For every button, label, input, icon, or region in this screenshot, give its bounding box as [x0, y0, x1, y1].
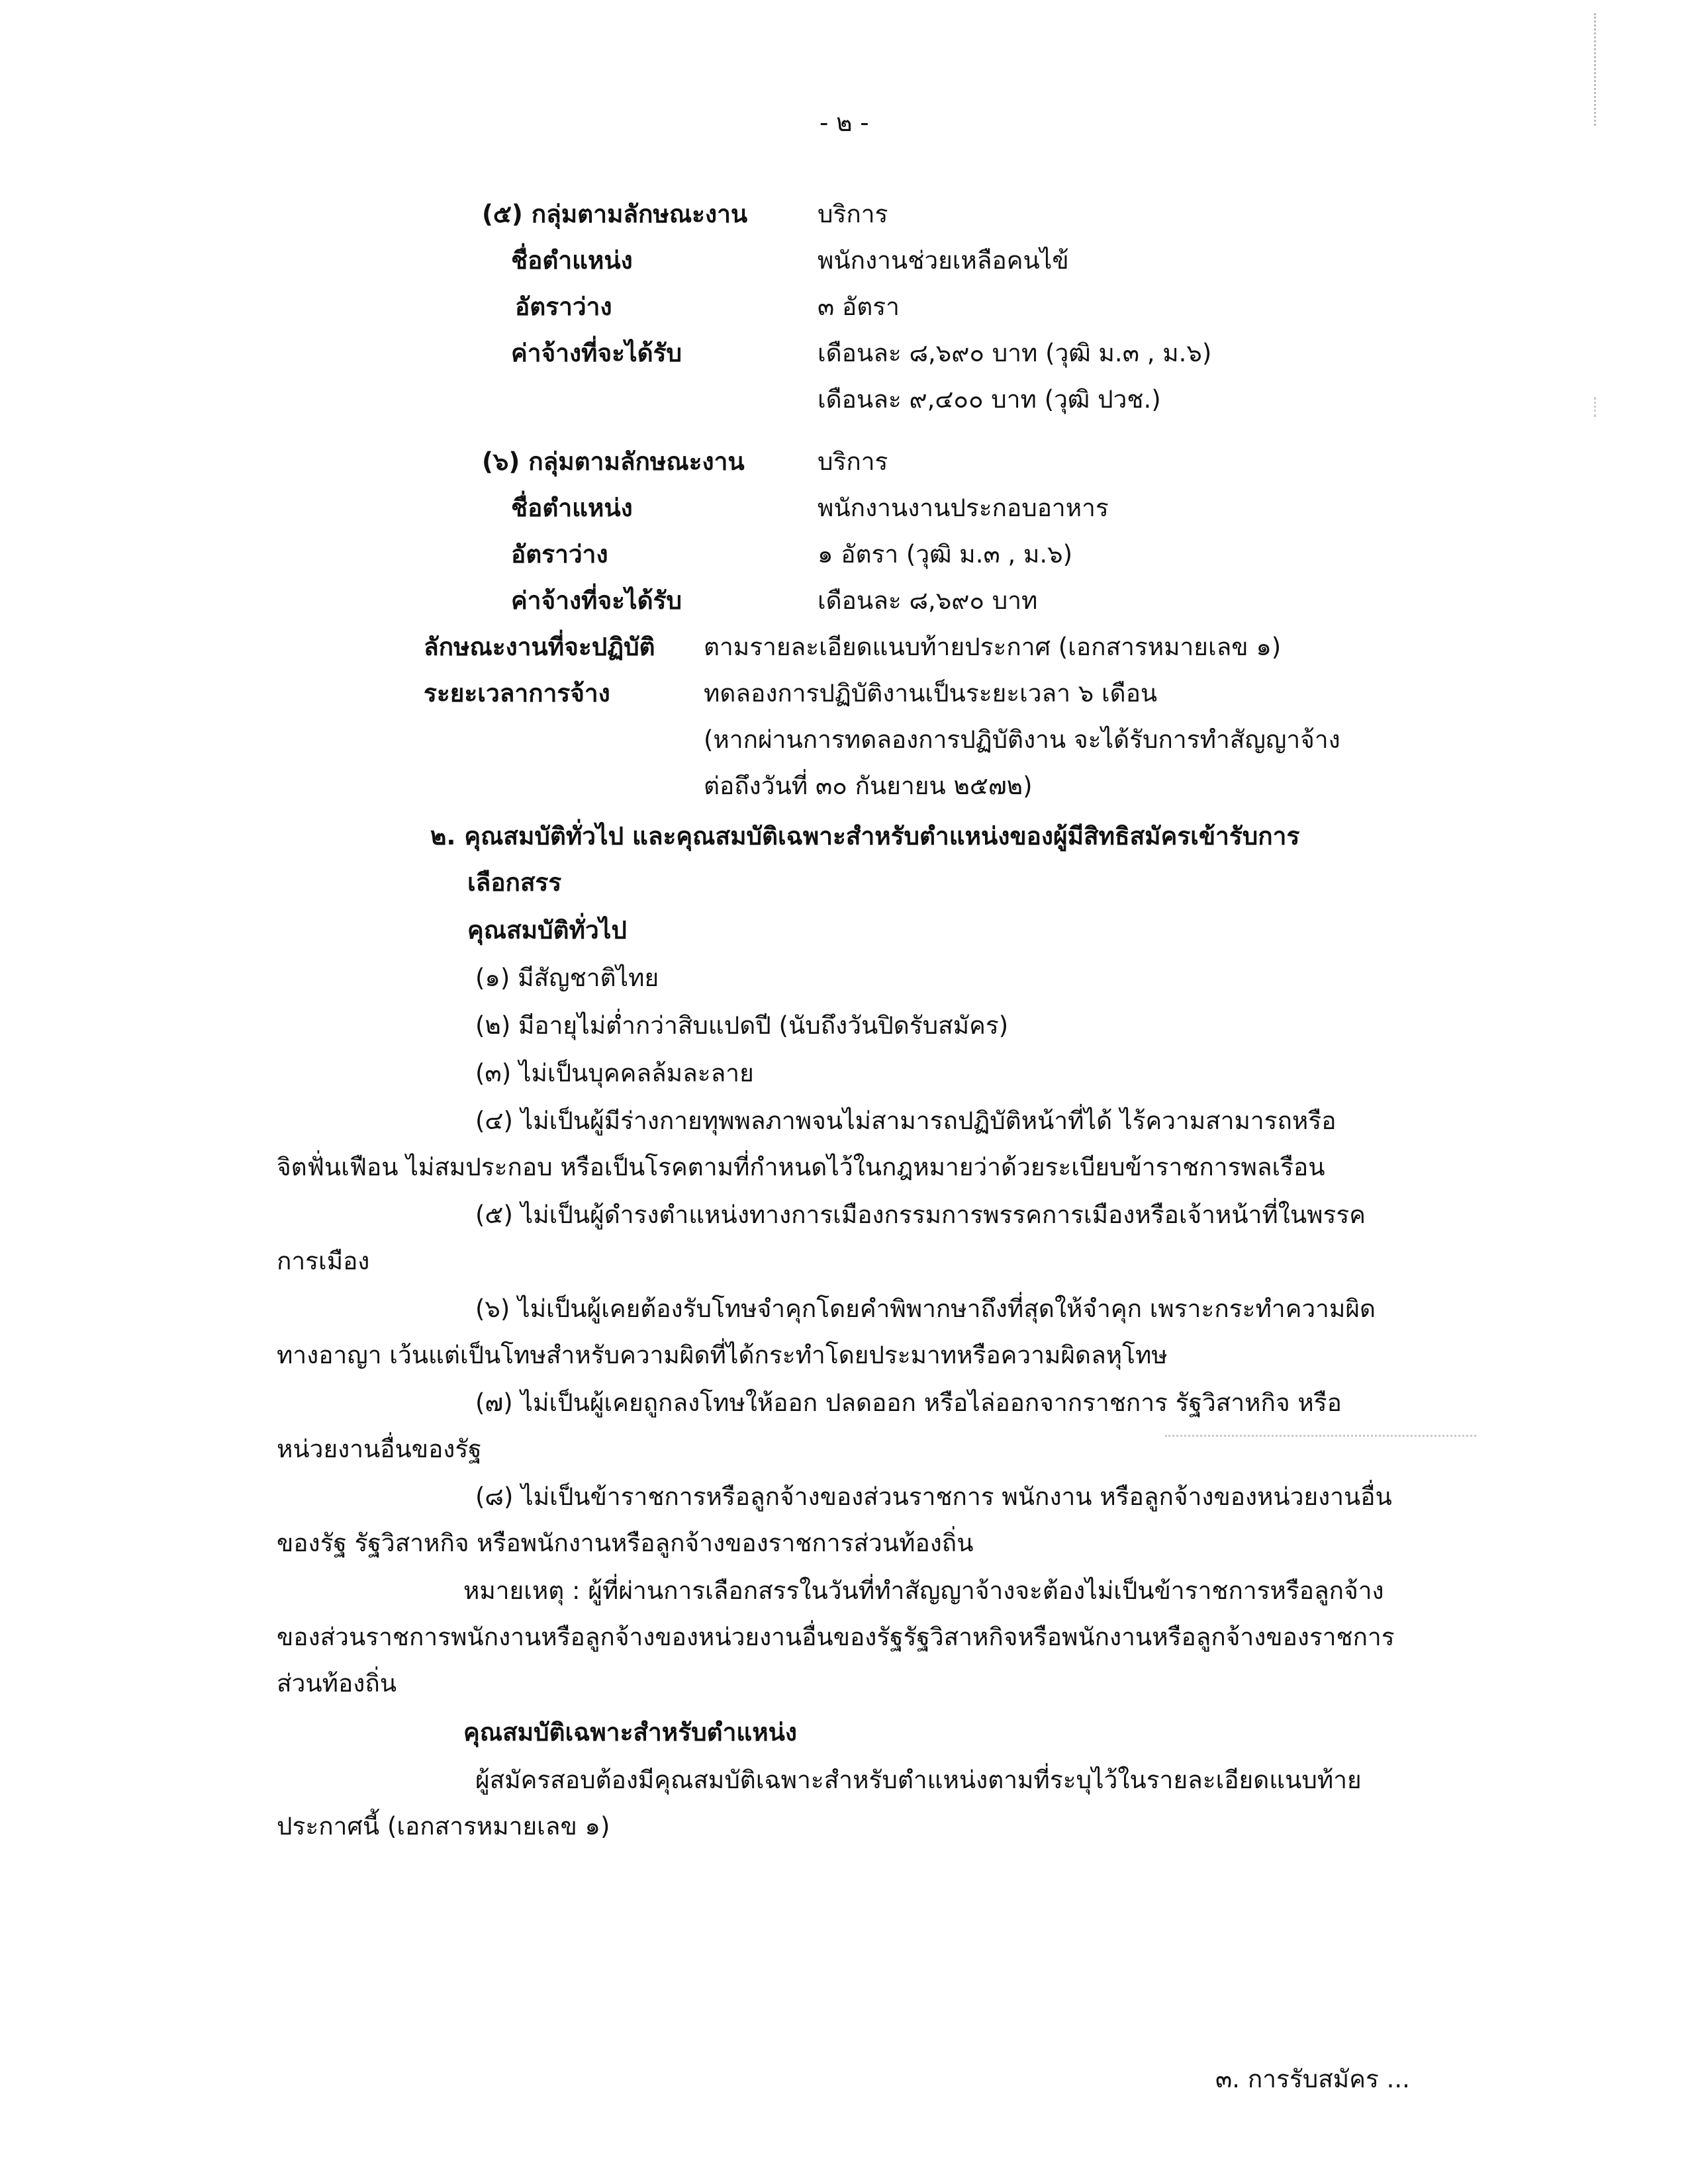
list-item: (๘) ไม่เป็นข้าราชการหรือลูกจ้างของส่วนราชการ พนักงาน หรือลูกจ้างของหน่วยงานอื่น	[475, 1482, 1392, 1511]
list-item: (๗) ไม่เป็นผู้เคยถูกลงโทษให้ออก ปลดออก หรือไล่ออกจากราชการ รัฐวิสาหกิจ หรือ	[475, 1388, 1342, 1417]
section-heading: เลือกสรร	[467, 868, 562, 897]
list-item-continuation: ของรัฐ รัฐวิสาหกิจ หรือพนักงานหรือลูกจ้างของราชการส่วนท้องถิ่น	[277, 1529, 974, 1557]
scan-artifact	[1165, 1435, 1476, 1438]
employment-period-label: ระยะเวลาการจ้าง	[424, 679, 610, 707]
scan-artifact	[1594, 13, 1599, 126]
vacancy-label: อัตราว่าง	[515, 293, 612, 321]
list-item-continuation: หน่วยงานอื่นของรัฐ	[277, 1435, 482, 1463]
section-heading: ๒. คุณสมบัติทั่วไป และคุณสมบัติเฉพาะสำหรับตำแหน่งของผู้มีสิทธิสมัครเข้ารับการ	[430, 822, 1300, 850]
wage-value: เดือนละ ๘,๖๙๐ บาท (วุฒิ ม.๓ , ม.๖)	[818, 339, 1212, 367]
note: ส่วนท้องถิ่น	[277, 1669, 397, 1698]
vacancy-value: ๑ อัตรา (วุฒิ ม.๓ , ม.๖)	[818, 540, 1073, 569]
note: หมายเหตุ : ผู้ที่ผ่านการเลือกสรรในวันที่ทำสัญญาจ้างจะต้องไม่เป็นข้าราชการหรือลูกจ้าง	[463, 1576, 1384, 1605]
subsection-heading: คุณสมบัติเฉพาะสำหรับตำแหน่ง	[463, 1718, 797, 1747]
wage-value: เดือนละ ๘,๖๙๐ บาท	[818, 586, 1038, 615]
list-item: (๒) มีอายุไม่ต่ำกว่าสิบแปดปี (นับถึงวันปิดรับสมัคร)	[475, 1011, 1009, 1040]
page-number: - ๒ -	[820, 109, 869, 137]
note: ของส่วนราชการพนักงานหรือลูกจ้างของหน่วยงานอื่นของรัฐรัฐวิสาหกิจหรือพนักงานหรือลูกจ้างของราชการ	[277, 1623, 1395, 1651]
group-label: (๖) กลุ่มตามลักษณะงาน	[482, 447, 745, 476]
position-value: พนักงานงานประกอบอาหาร	[818, 494, 1109, 522]
employment-period-value: ต่อถึงวันที่ ๓๐ กันยายน ๒๕๗๒)	[704, 772, 1033, 800]
vacancy-value: ๓ อัตรา	[818, 293, 900, 321]
job-nature-label: ลักษณะงานที่จะปฏิบัติ	[424, 633, 655, 661]
list-item-continuation: ทางอาญา เว้นแต่เป็นโทษสำหรับความผิดที่ได้กระทำโดยประมาทหรือความผิดลหุโทษ	[277, 1341, 1168, 1369]
list-item: (๕) ไม่เป็นผู้ดำรงตำแหน่งทางการเมืองกรรมการพรรคการเมืองหรือเจ้าหน้าที่ในพรรค	[475, 1201, 1366, 1229]
group-label: (๕) กลุ่มตามลักษณะงาน	[482, 200, 748, 228]
list-item: (๔) ไม่เป็นผู้มีร่างกายทุพพลภาพจนไม่สามารถปฏิบัติหน้าที่ได้ ไร้ความสามารถหรือ	[475, 1107, 1336, 1135]
paragraph: ผู้สมัครสอบต้องมีคุณสมบัติเฉพาะสำหรับตำแหน่งตามที่ระบุไว้ในรายละเอียดแนบท้าย	[475, 1766, 1362, 1794]
list-item: (๓) ไม่เป็นบุคคลล้มละลาย	[475, 1059, 754, 1087]
scan-artifact	[1594, 397, 1599, 417]
position-label: ชื่อตำแหน่ง	[511, 246, 633, 275]
wage-label: ค่าจ้างที่จะได้รับ	[511, 586, 682, 615]
paragraph: ประกาศนี้ (เอกสารหมายเลข ๑)	[277, 1812, 610, 1841]
employment-period-value: ทดลองการปฏิบัติงานเป็นระยะเวลา ๖ เดือน	[704, 679, 1158, 707]
group-value: บริการ	[818, 447, 888, 476]
list-item-continuation: จิตฟั่นเฟือน ไม่สมประกอบ หรือเป็นโรคตามที่กำหนดไว้ในกฎหมายว่าด้วยระเบียบข้าราชการพลเรือน	[277, 1153, 1325, 1181]
job-nature-value: ตามรายละเอียดแนบท้ายประกาศ (เอกสารหมายเลข ๑)	[704, 633, 1282, 661]
wage-label: ค่าจ้างที่จะได้รับ	[511, 339, 682, 367]
list-item-continuation: การเมือง	[277, 1247, 370, 1275]
subsection-heading: คุณสมบัติทั่วไป	[467, 916, 627, 944]
list-item: (๑) มีสัญชาติไทย	[475, 964, 659, 992]
employment-period-value: (หากผ่านการทดลองการปฏิบัติงาน จะได้รับการทำสัญญาจ้าง	[704, 725, 1340, 754]
next-page-indicator: ๓. การรับสมัคร ...	[1215, 2065, 1410, 2093]
list-item: (๖) ไม่เป็นผู้เคยต้องรับโทษจำคุกโดยคำพิพากษาถึงที่สุดให้จำคุก เพราะกระทำความผิด	[475, 1295, 1376, 1323]
position-value: พนักงานช่วยเหลือคนไข้	[818, 246, 1069, 275]
vacancy-label: อัตราว่าง	[511, 540, 608, 569]
group-value: บริการ	[818, 200, 888, 228]
wage-value: เดือนละ ๙,๔๐๐ บาท (วุฒิ ปวช.)	[818, 385, 1161, 414]
position-label: ชื่อตำแหน่ง	[511, 494, 633, 522]
